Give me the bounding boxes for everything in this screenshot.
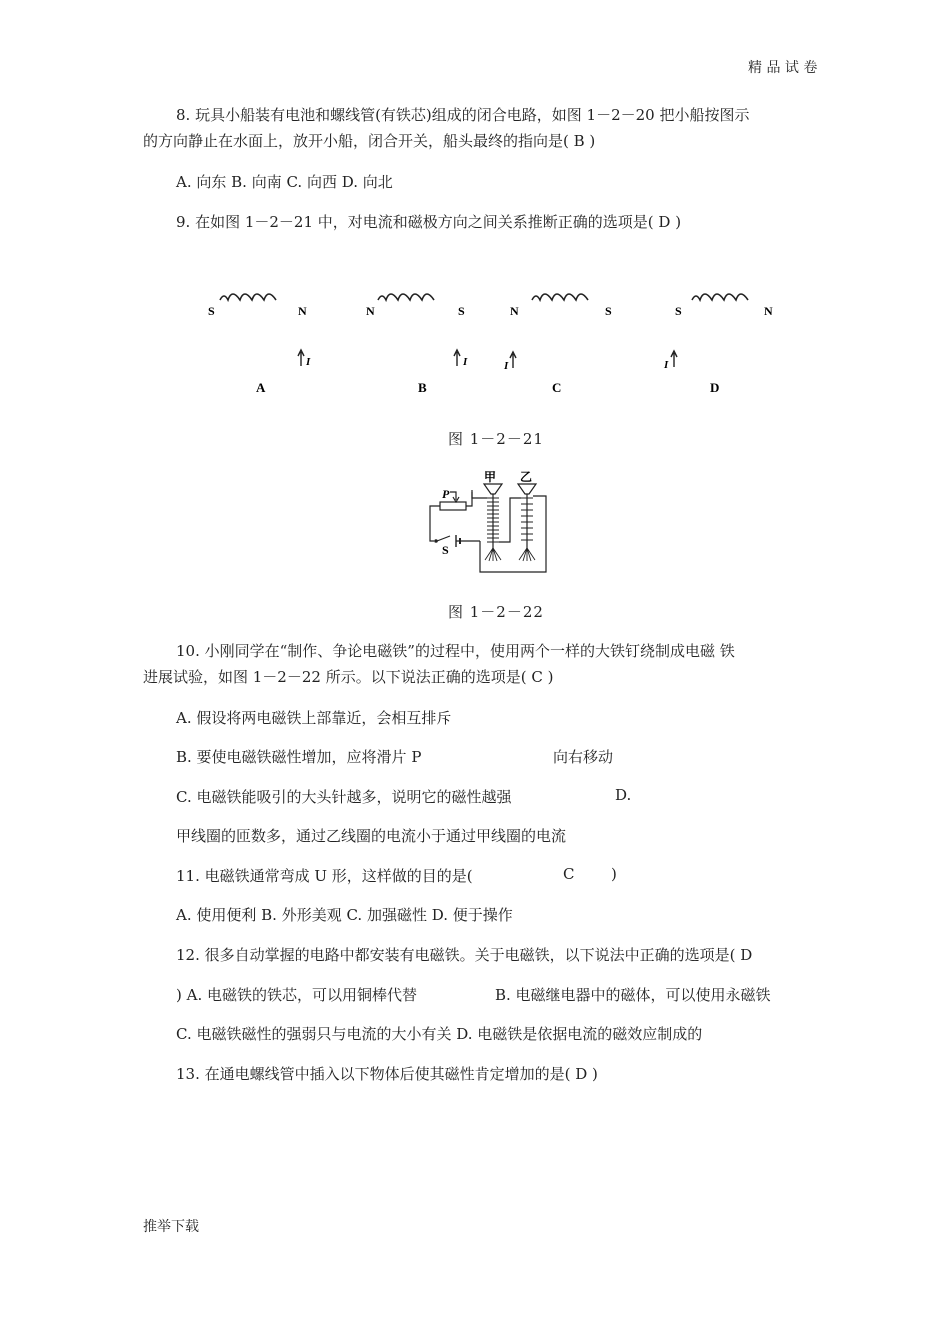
q11-answer: C: [563, 865, 575, 883]
figure-1-2-22-caption: 图 1－2－22: [448, 603, 544, 621]
q10-option-a: A. 假设将两电磁铁上部靠近，会相互排斥: [176, 709, 452, 727]
current-arrow-d: [671, 351, 677, 367]
coil-d: [692, 294, 748, 300]
q13-stem: 13. 在通电螺线管中插入以下物体后使其磁性肯定增加的是( D ): [176, 1065, 598, 1083]
q8-options: A. 向东 B. 向南 C. 向西 D. 向北: [176, 173, 393, 191]
letter-d: D: [710, 380, 720, 395]
page-footer: 推举下载: [143, 1219, 199, 1235]
current-c: I: [504, 360, 509, 372]
q10-option-b-right: 向右移动: [553, 748, 614, 766]
pole-b-right: S: [458, 304, 465, 318]
q12-line2-right: B. 电磁继电器中的磁体，可以使用永磁铁: [495, 986, 771, 1004]
q10-line2: 进展试验，如图 1－2－22 所示。以下说法正确的选项是( C ): [143, 668, 554, 686]
q11-stem-right: ): [611, 865, 617, 883]
label-s: S: [442, 543, 449, 557]
q10-option-c: C. 电磁铁能吸引的大头针越多，说明它的磁性越强: [176, 788, 512, 806]
pole-d-right: N: [764, 304, 773, 318]
current-d: I: [664, 359, 669, 371]
coil-a: [220, 294, 276, 300]
figure-1-2-21-caption: 图 1－2－21: [448, 430, 544, 448]
letter-a: A: [256, 380, 266, 395]
q12-line1: 12. 很多自动掌握的电路中都安装有电磁铁。关于电磁铁，以下说法中正确的选项是( D: [176, 946, 753, 964]
q11-stem-left: 11. 电磁铁通常弯成 U 形，这样做的目的是(: [176, 867, 473, 885]
q11-options: A. 使用便利 B. 外形美观 C. 加强磁性 D. 便于操作: [176, 906, 513, 924]
label-jia: 甲: [484, 470, 497, 484]
q10-line1: 10. 小刚同学在“制作、争论电磁铁”的过程中，使用两个一样的大铁钉绕制成电磁 铁: [176, 642, 735, 660]
label-p: P: [442, 487, 450, 501]
panel-a: [208, 294, 311, 395]
current-b: I: [463, 356, 468, 368]
current-arrow-a: [298, 350, 304, 366]
pole-d-left: S: [675, 304, 682, 318]
pole-a-right: N: [298, 304, 307, 318]
current-arrow-b: [454, 350, 460, 366]
q8-line1: 8. 玩具小船装有电池和螺线管(有铁芯)组成的闭合电路，如图 1－2－20 把小船按图示: [176, 106, 750, 124]
current-arrow-c: [510, 352, 516, 368]
q10-option-b-left: B. 要使电磁铁磁性增加，应将滑片 P: [176, 748, 422, 766]
q8-line2: 的方向静止在水面上，放开小船，闭合开关，船头最终的指向是( B ): [143, 132, 596, 150]
current-a: I: [306, 356, 311, 368]
page-header: 精 品 试 卷: [748, 60, 818, 76]
letter-b: B: [418, 380, 427, 395]
pole-c-right: S: [605, 304, 612, 318]
panel-c: [503, 294, 612, 395]
label-yi: 乙: [520, 470, 533, 484]
figure-1-2-22: [420, 468, 560, 580]
figure-1-2-21: [190, 280, 790, 400]
pole-c-left: N: [510, 304, 519, 318]
coil-c: [532, 294, 588, 300]
q10-option-d-text: 甲线圈的匝数多，通过乙线圈的电流小于通过甲线圈的电流: [176, 827, 567, 845]
panel-d: [663, 294, 773, 395]
coil-b: [378, 294, 434, 300]
q9-stem: 9. 在如图 1－2－21 中，对电流和磁极方向之间关系推断正确的选项是( D ): [176, 213, 682, 231]
pole-b-left: N: [366, 304, 375, 318]
pole-a-left: S: [208, 304, 215, 318]
q12-line2-left: ) A. 电磁铁的铁芯，可以用铜棒代替: [176, 986, 417, 1004]
q10-option-d-label: D.: [615, 786, 632, 804]
q12-line3: C. 电磁铁磁性的强弱只与电流的大小有关 D. 电磁铁是依据电流的磁效应制成的: [176, 1025, 703, 1043]
panel-b: [366, 294, 468, 395]
letter-c: C: [552, 380, 562, 395]
